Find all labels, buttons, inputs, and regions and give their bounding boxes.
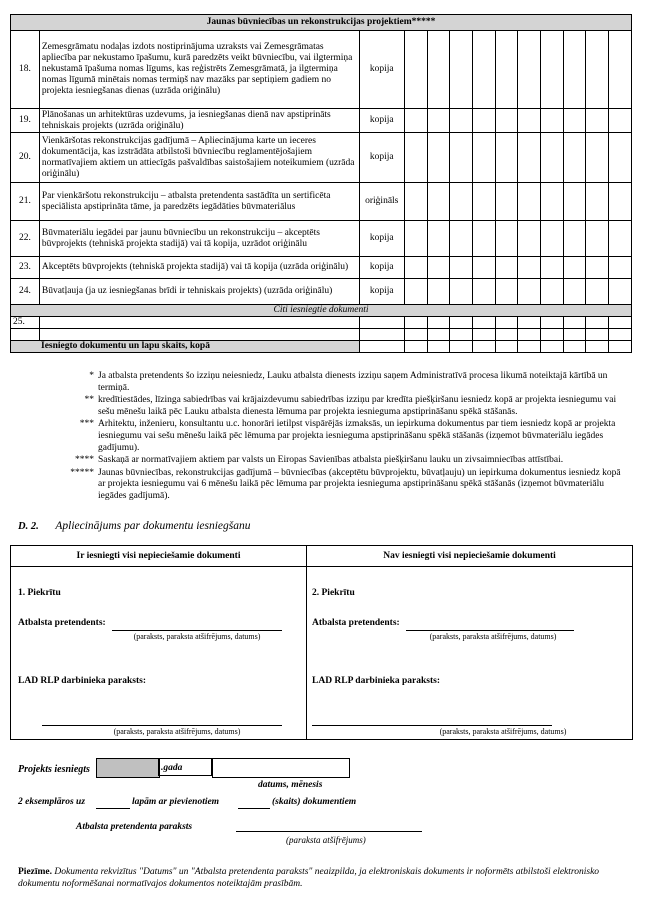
left-applicant-sign-line[interactable] [112, 620, 282, 631]
footnote-text: Saskaņā ar normatīvajiem aktiem par valsts un Eiropas Savienības atbalsta piešķiršanu lauku un zivsaimniecības attīstībai. [98, 455, 564, 466]
mark-cell[interactable] [563, 31, 586, 109]
row-document-type-input[interactable] [359, 317, 404, 329]
mark-cell[interactable] [541, 221, 564, 257]
row-document-name-input[interactable] [39, 317, 359, 329]
other-documents-title: Citi iesniegtie dokumenti [11, 305, 632, 317]
total-row [11, 341, 632, 353]
mark-cell[interactable] [518, 133, 541, 183]
mark-cell[interactable] [518, 221, 541, 257]
submitted-date-field[interactable] [212, 758, 350, 778]
mark-cell[interactable] [541, 31, 564, 109]
table-row [11, 221, 632, 257]
mark-cell[interactable] [518, 109, 541, 133]
mark-cell[interactable] [427, 183, 450, 221]
mark-cell[interactable] [404, 109, 427, 133]
mark-cell[interactable] [563, 341, 586, 353]
mark-cell[interactable] [586, 221, 609, 257]
mark-cell[interactable] [563, 133, 586, 183]
mark-cell[interactable] [450, 133, 473, 183]
table-row [11, 317, 632, 329]
row-number: 19. [11, 109, 40, 133]
copies-suffix: (skaits) dokumentiem [272, 797, 357, 807]
row-document-name: Akceptēts būvprojekts (tehniskā projekta stadijā) vai tā kopija (uzrāda oriģinālu) [39, 257, 359, 279]
mark-cell[interactable] [609, 133, 632, 183]
mark-cell[interactable] [563, 257, 586, 279]
mark-cell[interactable] [427, 341, 450, 353]
footnotes [30, 371, 630, 504]
table-row [11, 279, 632, 305]
right-agree-label: 2. Piekrītu [312, 588, 355, 598]
section-title: Jaunas būvniecības un rekonstrukcijas projektiem***** [11, 15, 632, 31]
row-number: 20. [11, 133, 40, 183]
remark-text: Dokumenta rekvizītus "Datums" un "Atbalsta pretendenta paraksts" neaizpilda, ja elektroniskais dokuments ir noformēts atbilstoši elektronisko dokumentu noformēšanai normatīvajos dokumentos noteiktajām prasībām. [18, 867, 600, 889]
mark-cell[interactable] [495, 329, 518, 341]
mark-cell[interactable] [427, 257, 450, 279]
footnote-mark: *** [79, 419, 94, 430]
mark-cell[interactable] [609, 31, 632, 109]
mark-cell[interactable] [404, 31, 427, 109]
row-number: 24. [11, 279, 40, 305]
mark-cell[interactable] [518, 183, 541, 221]
mark-cell[interactable] [495, 257, 518, 279]
row-document-type: kopija [359, 279, 404, 305]
total-type-cell[interactable] [359, 341, 404, 353]
row-document-type: kopija [359, 31, 404, 109]
row-document-type: oriģināls [359, 183, 404, 221]
mark-cell[interactable] [541, 109, 564, 133]
right-applicant-sign-caption: (paraksts, paraksta atšifrējums, datums) [429, 632, 557, 641]
mark-cell[interactable] [609, 317, 632, 329]
mark-cell[interactable] [495, 279, 518, 305]
mark-cell[interactable] [450, 257, 473, 279]
date-caption: datums, mēnesis [258, 780, 323, 790]
footnote-mark: ** [84, 395, 94, 406]
footnote-text: Ja atbalsta pretendents šo izziņu neiesniedz, Lauku atbalsta dienests izziņu saņem Administratīvā procesa likumā noteiktajā kārtībā un termiņā. [98, 371, 608, 393]
mark-cell[interactable] [586, 109, 609, 133]
mark-cell[interactable] [586, 329, 609, 341]
row-document-name: Vienkāršotas rekonstrukcijas gadījumā – Apliecinājuma karte un ieceres dokumentācija, kas izstrādāta atbilstoši būvniecību reglamentējošajiem normatīvajiem aktiem un attiecīgās pašvaldības saistošajiem noteikumiem (uzrāda oriģinālu) [39, 133, 359, 183]
mark-cell[interactable] [495, 31, 518, 109]
mark-cell[interactable] [586, 341, 609, 353]
footnote [30, 468, 630, 503]
mark-cell[interactable] [609, 257, 632, 279]
left-lad-sign-line[interactable] [42, 715, 282, 726]
table-row [11, 257, 632, 279]
mark-cell[interactable] [563, 221, 586, 257]
mark-cell[interactable] [450, 221, 473, 257]
mark-cell[interactable] [473, 279, 496, 305]
mark-cell[interactable] [495, 221, 518, 257]
mark-cell[interactable] [586, 317, 609, 329]
footnote-text: kredītiestādes, līzinga sabiedrības vai krājaizdevumu sabiedrības izziņu par kredīta piešķiršanu iesniedz kopā ar projekta iesniegumu vai sešu mēnešu laikā pēc Lauku atbalsta dienesta lēmuma par projekta iesnieguma apstiprināšanu spēkā stāšanās. [98, 395, 617, 417]
mark-cell[interactable] [495, 341, 518, 353]
footnote-mark: * [89, 371, 94, 381]
table-row [11, 329, 632, 341]
mark-cell[interactable] [404, 183, 427, 221]
row-document-name: Par vienkāršotu rekonstrukciju – atbalsta pretendenta sastādīta un sertificēta speciālista apstiprināta tāme, ja paredzēts iegādāties būvmateriālus [39, 183, 359, 221]
mark-cell[interactable] [404, 279, 427, 305]
left-lad-sign-caption: (paraksts, paraksta atšifrējums, datums) [113, 727, 241, 736]
left-applicant-label: Atbalsta pretendents: [18, 618, 106, 628]
right-column-header: Nav iesniegti visi nepieciešamie dokumenti [307, 546, 633, 567]
mark-cell[interactable] [541, 329, 564, 341]
row-document-type: kopija [359, 221, 404, 257]
footnote [30, 395, 630, 418]
mark-cell[interactable] [518, 31, 541, 109]
mark-cell[interactable] [427, 221, 450, 257]
row-document-name: Būvmateriālu iegādei par jaunu būvniecību un rekonstrukciju – akceptēts būvprojekts (tehniskā projekta stadijā) vai tā kopija, uzrādot oriģinālu [39, 221, 359, 257]
row-document-type: kopija [359, 133, 404, 183]
submitted-label: Projekts iesniegts [18, 764, 90, 775]
mark-cell[interactable] [563, 317, 586, 329]
mark-cell[interactable] [563, 279, 586, 305]
mark-cell[interactable] [427, 109, 450, 133]
table-row [11, 183, 632, 221]
confirmation-table [10, 545, 633, 740]
left-applicant-sign-caption: (paraksts, paraksta atšifrējums, datums) [133, 632, 261, 641]
left-lad-label: LAD RLP darbinieka paraksts: [18, 676, 147, 686]
mark-cell[interactable] [427, 31, 450, 109]
right-lad-sign-caption: (paraksts, paraksta atšifrējums, datums) [439, 727, 567, 736]
mark-cell[interactable] [450, 341, 473, 353]
mark-cell[interactable] [541, 257, 564, 279]
mark-cell[interactable] [404, 257, 427, 279]
mark-cell[interactable] [473, 317, 496, 329]
row-number-blank [11, 329, 40, 341]
mark-cell[interactable] [404, 133, 427, 183]
row-document-name: Plānošanas un arhitektūras uzdevums, ja iesniegšanas dienā nav apstiprināts tehniskais projekts (uzrāda oriģinālu) [39, 109, 359, 133]
mark-cell[interactable] [586, 257, 609, 279]
copies-prefix: 2 eksemplāros uz [18, 797, 86, 807]
right-lad-sign-line[interactable] [312, 715, 552, 726]
row-document-type-input[interactable] [359, 329, 404, 341]
mark-cell[interactable] [586, 31, 609, 109]
applicant-signature-caption: (paraksta atšifrējums) [286, 835, 366, 845]
row-number: 22. [11, 221, 40, 257]
row-document-type: kopija [359, 257, 404, 279]
footnote [30, 371, 630, 394]
right-confirm-cell [307, 567, 633, 740]
mark-cell[interactable] [586, 183, 609, 221]
footnote [30, 455, 630, 467]
mark-cell[interactable] [473, 183, 496, 221]
submitted-day-field[interactable] [96, 758, 160, 778]
right-applicant-label: Atbalsta pretendents: [312, 618, 400, 628]
mark-cell[interactable] [473, 329, 496, 341]
row-number: 18. [11, 31, 40, 109]
copies-mid: lapām ar pievienotiem [132, 797, 220, 807]
mark-cell[interactable] [518, 317, 541, 329]
mark-cell[interactable] [427, 329, 450, 341]
mark-cell[interactable] [609, 109, 632, 133]
left-agree-label: 1. Piekrītu [18, 588, 61, 598]
mark-cell[interactable] [495, 183, 518, 221]
mark-cell[interactable] [563, 109, 586, 133]
mark-cell[interactable] [541, 317, 564, 329]
mark-cell[interactable] [518, 279, 541, 305]
mark-cell[interactable] [586, 279, 609, 305]
footnote-text: Arhitektu, inženieru, konsultantu u.c. honorāri ietilpst vispārējās izmaksās, un iepirkuma dokumentus par tiem iesniedz kopā ar projekta iesniegumu vai sešu mēnešu laikā pēc lēmuma par projekta iesnieguma apstiprināšanu spēkā stāšanās (izņemot būvmateriālu iegādes gadījumu). [98, 419, 616, 453]
remark [18, 866, 630, 890]
section-d2-label: D. 2. [18, 521, 39, 532]
mark-cell[interactable] [404, 317, 427, 329]
right-applicant-sign-line[interactable] [406, 620, 574, 631]
mark-cell[interactable] [609, 341, 632, 353]
mark-cell[interactable] [541, 133, 564, 183]
section-d2-heading [18, 520, 251, 532]
table-row [11, 133, 632, 183]
mark-cell[interactable] [609, 329, 632, 341]
attachments-count-field[interactable] [238, 797, 270, 809]
row-document-name-input[interactable] [39, 329, 359, 341]
footnote-mark: ***** [70, 467, 94, 478]
mark-cell[interactable] [518, 341, 541, 353]
footnote [30, 419, 630, 454]
mark-cell[interactable] [450, 329, 473, 341]
mark-cell[interactable] [404, 221, 427, 257]
mark-cell[interactable] [450, 317, 473, 329]
footnote-text: Jaunas būvniecības, rekonstrukcijas gadījumā – būvniecības (akceptētu būvprojektu, būvatļauju) un iepirkuma dokumentus iesniedz kopā ar projekta iesniegumu vai 6 mēnešu laikā pēc lēmuma par projekta iesnieguma apstiprināšanu spēkā stāšanās (izņemot būvmateriālu iegādes gadījumā). [98, 467, 621, 501]
footnote-mark: **** [75, 455, 94, 466]
right-lad-label: LAD RLP darbinieka paraksts: [312, 676, 441, 686]
mark-cell[interactable] [450, 183, 473, 221]
other-documents-header [11, 305, 632, 317]
mark-cell[interactable] [473, 109, 496, 133]
mark-cell[interactable] [586, 133, 609, 183]
year-label: .gada [158, 758, 212, 776]
mark-cell[interactable] [473, 221, 496, 257]
mark-cell[interactable] [495, 133, 518, 183]
mark-cell[interactable] [609, 183, 632, 221]
applicant-signature-line[interactable] [236, 820, 422, 832]
mark-cell[interactable] [404, 329, 427, 341]
table-row [11, 31, 632, 109]
mark-cell[interactable] [563, 329, 586, 341]
mark-cell[interactable] [450, 279, 473, 305]
mark-cell[interactable] [473, 257, 496, 279]
row-document-name: Zemesgrāmatu nodaļas izdots nostiprinājuma uzraksts vai Zemesgrāmatas apliecība par nekustamo īpašumu, kurā paredzēts veikt būvniecību, vai ilgtermiņa nekustamā īpašuma nomas līgums, kas reģistrēts Zemesgrāmatā, ja ilgtermiņa nomas līgumā minētais nomas termiņš nav mazāks par septiņiem gadiem no projekta iesniegšanas dienas (uzrāda oriģinālu) [39, 31, 359, 109]
row-number: 23. [11, 257, 40, 279]
mark-cell[interactable] [518, 257, 541, 279]
mark-cell[interactable] [473, 31, 496, 109]
section-d2-title: Apliecinājums par dokumentu iesniegšanu [55, 520, 251, 532]
row-document-type: kopija [359, 109, 404, 133]
left-confirm-cell [11, 567, 307, 740]
mark-cell[interactable] [609, 279, 632, 305]
mark-cell[interactable] [495, 317, 518, 329]
mark-cell[interactable] [541, 183, 564, 221]
mark-cell[interactable] [450, 109, 473, 133]
remark-label: Piezīme. [18, 867, 53, 877]
mark-cell[interactable] [495, 109, 518, 133]
row-document-name: Būvatļauja (ja uz iesniegšanas brīdi ir tehniskais projekts) (uzrāda oriģinālu) [39, 279, 359, 305]
left-column-header: Ir iesniegti visi nepieciešamie dokumenti [11, 546, 307, 567]
pages-count-field[interactable] [96, 797, 130, 809]
documents-table [10, 14, 632, 353]
mark-cell[interactable] [427, 133, 450, 183]
row-number: 25. [11, 317, 40, 329]
mark-cell[interactable] [404, 341, 427, 353]
mark-cell[interactable] [427, 317, 450, 329]
table-row [11, 109, 632, 133]
total-label: Iesniegto dokumentu un lapu skaits, kopā [11, 341, 360, 353]
row-number: 21. [11, 183, 40, 221]
mark-cell[interactable] [563, 183, 586, 221]
mark-cell[interactable] [473, 341, 496, 353]
applicant-signature-label: Atbalsta pretendenta paraksts [76, 822, 193, 832]
mark-cell[interactable] [450, 31, 473, 109]
mark-cell[interactable] [518, 329, 541, 341]
mark-cell[interactable] [473, 133, 496, 183]
mark-cell[interactable] [427, 279, 450, 305]
mark-cell[interactable] [609, 221, 632, 257]
mark-cell[interactable] [541, 341, 564, 353]
mark-cell[interactable] [541, 279, 564, 305]
